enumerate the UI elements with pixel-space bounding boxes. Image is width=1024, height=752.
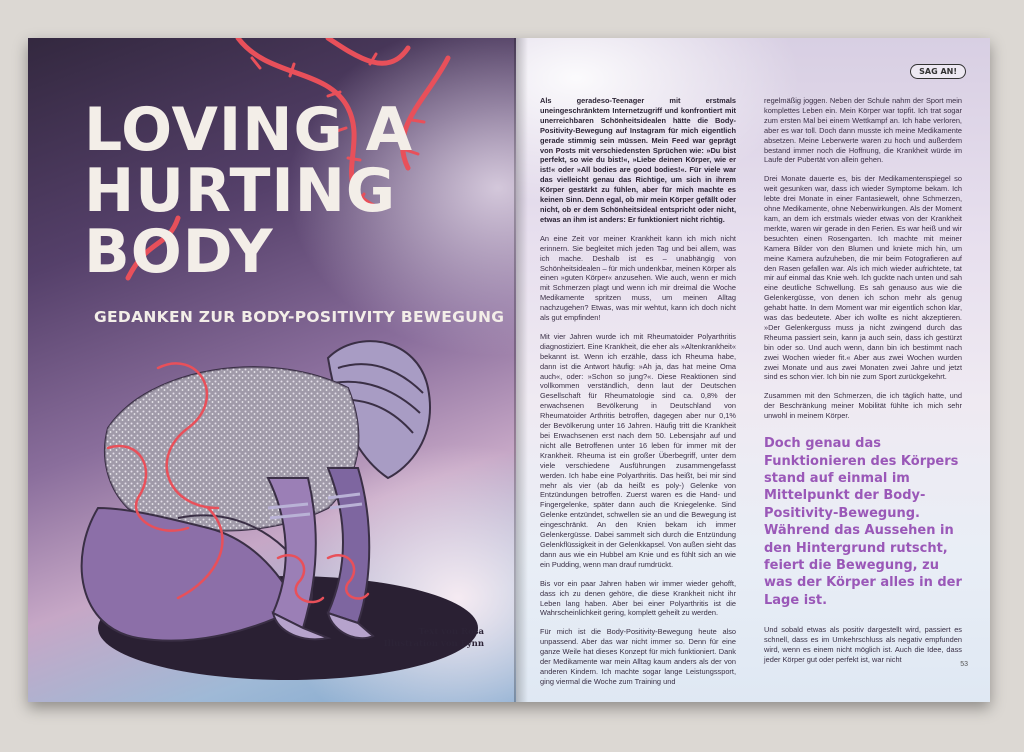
body-paragraph: An eine Zeit vor meiner Krankheit kann ich mich nicht erinnern. Sie begleitet mich jeden Tag und bei allem, was ich mache. Deshalb ist es – unabhängig von Schönheitsidealen – für mich undenkbar, meinen Körper als einen »guten Körper« anzusehen. Wie auch, wenn er mich mit Schmerzen plagt und wenn ich mir dreimal die Woche Medikamente spritzen muss, um meinen Alltag nachzugehen? Etwas, was mir wehtut, kann ich doch nicht als gut empfinden!: [540, 233, 736, 323]
credits: [384, 626, 484, 650]
right-page: [516, 38, 990, 702]
page-number: 53: [960, 661, 968, 668]
left-page: [28, 38, 516, 702]
section-badge: SAG AN!: [910, 64, 966, 79]
article-subtitle: GEDANKEN ZUR BODY-POSITIVITY BEWEGUNG: [94, 308, 505, 326]
article-title: LOVING A HURTING BODY: [84, 95, 414, 287]
body-paragraph: Und sobald etwas als positiv dargestellt wird, passiert es schnell, dass es im Umkehrschluss als negativ empfunden wird, wenn es einem nicht möglich ist. Auch die Idee, dass jeder Körper gut oder perfekt ist, war nicht: [764, 625, 962, 664]
body-paragraph: Mit vier Jahren wurde ich mit Rheumatoider Polyarthritis diagnostiziert. Eine Krankheit, die eher als »Altenkrankheit« bekannt ist. Wenn ich erzähle, dass ich Rheuma habe, dann ist die Antwort häufig: »Ah ja, das hat meine Oma auch«, oder: »Schon so jung?«. Diese Reaktionen sind vollkommen verständlich, denn laut der Deutschen Gesellschaft für Rheumatologie sind ca. 0,8% der erwachsenen Bevölkerung in Deutschland von Rheumatoider Arthritis betroffen, dagegen aber nur 0,1% der Bevölkerung unter 16 Jahren. Häufig tritt die Krankheit bei Erwachsenen erst nach dem 50. Lebensjahr auf und nicht alle Betroffenen unter 16 leben für immer mit der Krankheit. Rheuma ist ein großer Überbegriff, unter dem viele verschiedene Ausführungen zusammengefasst werden. Ich habe eine Polyarthritis. Das heißt, bei mir sind mehr als vier (ab da heißt es poly-) Gelenke von Entzündungen betroffen. Zuerst waren es die Hand- und Fingergelenke, später dann auch die Kniegelenke. Sind Gelenke entzündet, schwellen sie an und die Bewegung ist eingeschränkt. An den Knien bekam ich immer Gelenkergüsse. Dabei sammelt sich durch die Entzündung Gelenkflüssigkeit in der Gelenkkapsel. Von außen sieht das dann aus wie ein Hubbel am Knie und es fühlt sich an wie ein Pudding, wenn man drauf rumdrückt.: [540, 331, 736, 569]
body-paragraph: Zusammen mit den Schmerzen, die ich täglich hatte, und der Beschränkung meiner Mobilität fühlte ich mich sehr unwohl in meinem Körper.: [764, 391, 962, 421]
body-paragraph: Drei Monate dauerte es, bis der Medikamentenspiegel so weit gesunken war, dass ich wieder Symptome bekam. Ich lebte drei Monate in einer Fantasiewelt, ohne Schmerzen, ohne Medikamente, ohne Nebenwirkungen. Als der Moment kam, an dem ich erstmals wieder etwas von der Krankheit merkte, waren wir gerade in den Ferien. Es war heiß und wir besuchten einen Rosengarten. Ich machte mit meiner Kamera Bilder von den Blumen und kniete mich hin, um meine Kamera aufzuheben, die mir beim Fotografieren auf den Rasen gefallen war. Als ich mich wieder aufrichtete, tat mir auf einmal das Knie weh. Ich guckte nach unten und sah eine deutliche Schwellung. Es sah genauso aus wie die Gelenkergüsse, von denen ich schon mehr als genug gehabt hatte. In dem Moment war mir eigentlich schon klar, was das bedeutete. Aber ich wollte es nicht akzeptieren. »Der Gelenkerguss muss ja nicht zwingend durch das Rheuma passiert sein, kann ja auch sein, dass ich gestürzt bin oder so. Und auch wenn, dann bin ich bestimmt nach zwei Wochen wieder fit.« Aber aus zwei Wochen wurden zwei Monate und aus zwei Monaten zwei Jahre und jetzt sind es schon vier. Ich bin nie zum Sport zurückgekehrt.: [764, 174, 962, 382]
lead-paragraph: Als geradeso-Teenager mit erstmals uneingeschränktem Internetzugriff und konfrontiert mit unerreichbaren Schönheitsidealen hätte die Body-Positivity-Bewegung auf Instagram für mich eigentlich gerade stimmig sein müssen. Mein Feed war geprägt von Posts mit verschiedensten Sprüchen wie: »Du bist perfekt, so wie du bist!«, »Liebe deinen Körper, wie er ist!« oder »All bodies are good bodies!«. Für viele war das vielleicht genau das Richtige, um sich in ihrem Körper gestärkt zu fühlen, aber für mich machte es keinen Sinn. Denn egal, ob mir mein Körper gefällt oder nicht, ob er dem Schönheitsideal entspricht oder nicht, etwas an ihm ist anders: Er funktioniert nicht richtig.: [540, 96, 736, 224]
credit-text: Text von Rosa: [418, 627, 484, 637]
body-paragraph: Für mich ist die Body-Positivity-Bewegung heute also unpassend. Aber das war nicht immer so. Denn für eine ganze Weile hat dieses Konzept für mich funktioniert. Dank der Medikamente war mein Alltag kaum anders als der von anderen Kindern. Ich machte sogar lange Leistungssport, ging viermal die Woche zum Training und: [540, 627, 736, 686]
text-column-1: [540, 96, 736, 696]
magazine-spread: [28, 38, 990, 702]
text-column-2: [764, 96, 962, 674]
pull-quote: Doch genau das Funktionieren des Körpers stand auf einmal im Mittelpunkt der Body-Positivity-Bewegung. Während das Aussehen in den Hintergrund rutscht, feiert die Bewegung, zu was der Körper alles in der Lage ist.: [764, 436, 962, 608]
body-paragraph: regelmäßig joggen. Neben der Schule nahm der Sport mein komplettes Leben ein. Mein Körper war topfit. Ich trat sogar zum ersten Mal bei einem Wettkampf an. Ich habe verloren, aber es war toll. Doch dann musste ich meine Medikamente absetzen. Meine Leberwerte waren zu hoch und außerdem bestand immer noch die Hoffnung, die Krankheit würde im Laufe der Pubertät von allein gehen.: [764, 96, 962, 165]
body-paragraph: Bis vor ein paar Jahren haben wir immer wieder gehofft, dass ich zu denen gehöre, die diese Krankheit nicht ihr Leben lang haben. Aber bei einer Polyarthritis ist die Wahrscheinlichkeit gering, komplett geheilt zu werden.: [540, 578, 736, 618]
credit-illustration: Illustration von Fynn: [383, 639, 484, 649]
